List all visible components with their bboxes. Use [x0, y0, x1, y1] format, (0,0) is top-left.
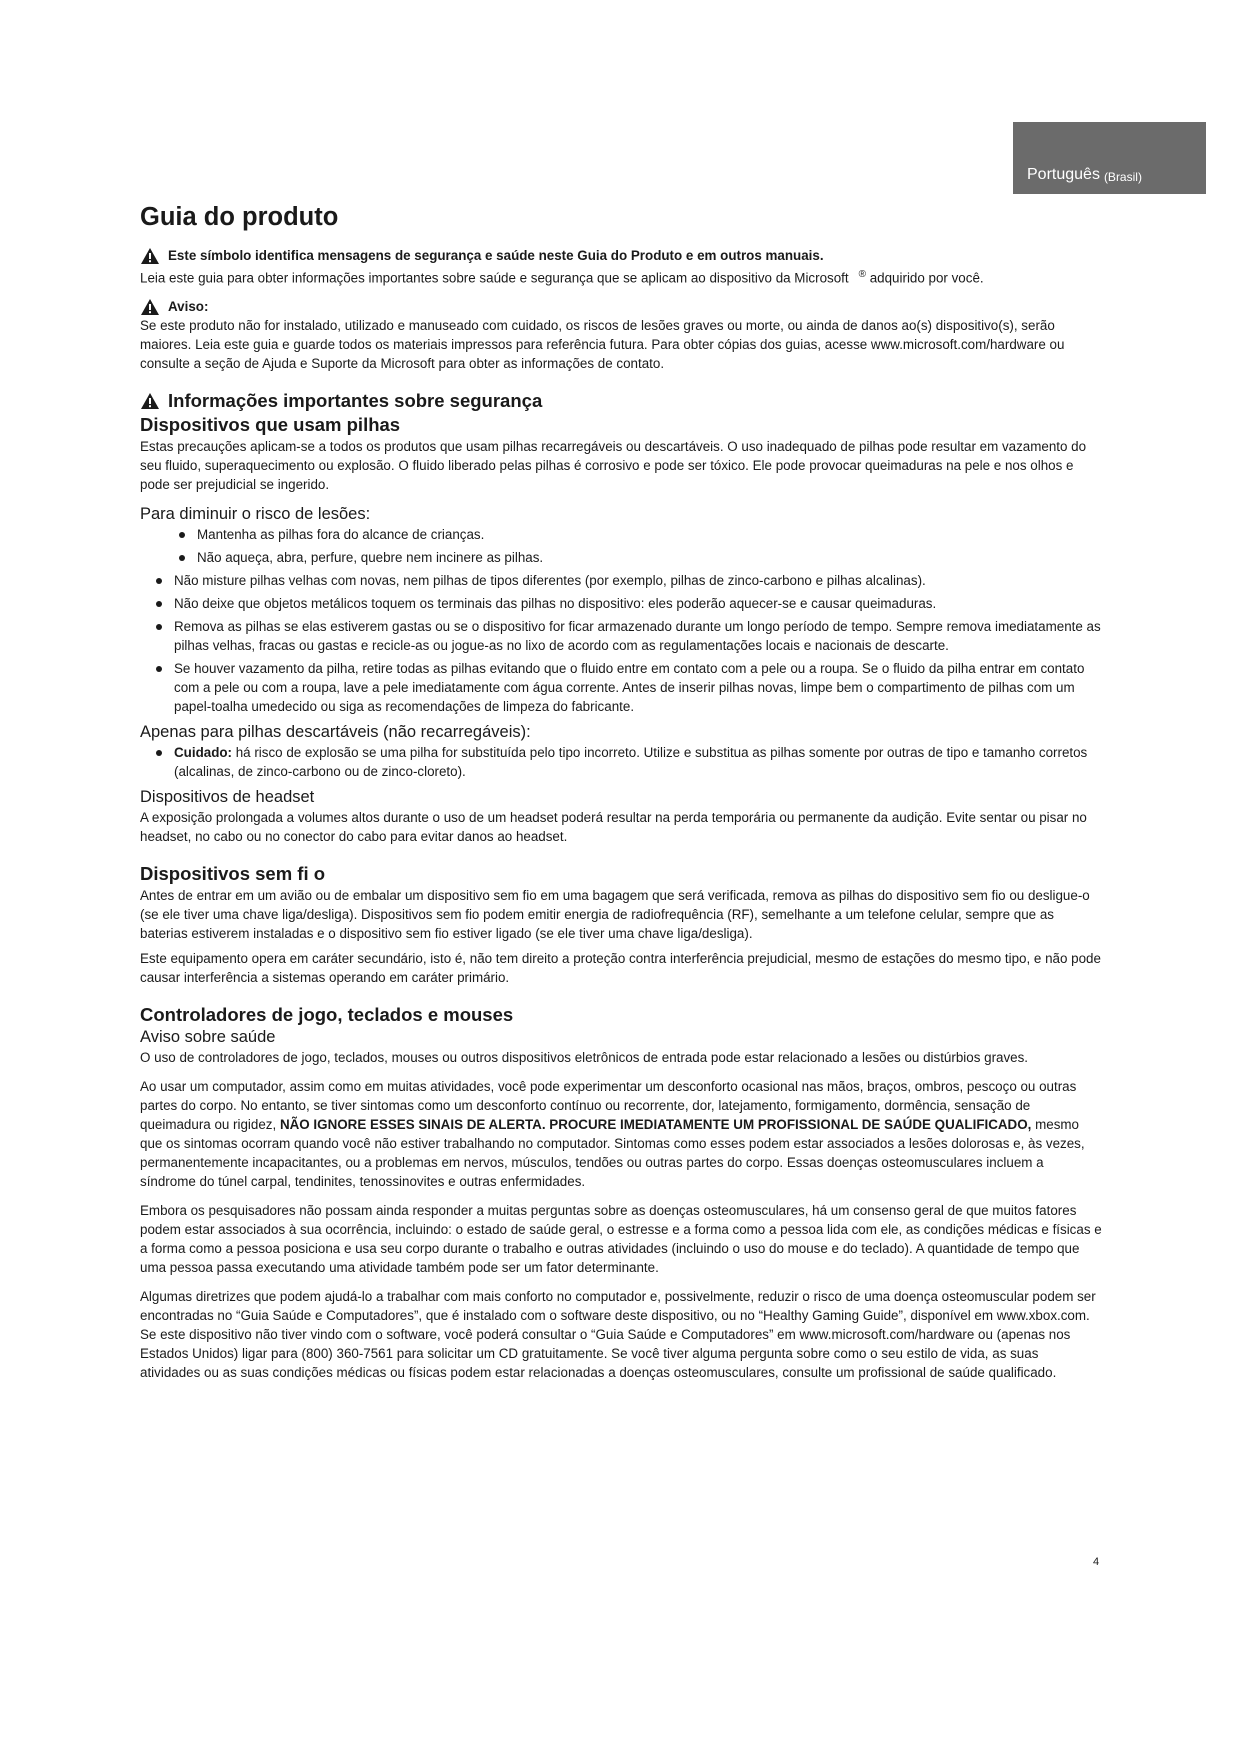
language-region: (Brasil)	[1103, 170, 1142, 184]
alert-text: NÃO IGNORE ESSES SINAIS DE ALERTA. PROCURE IMEDIATAMENTE UM PROFISSIONAL DE SAÚDE QUALIFICADO,	[279, 1117, 1032, 1133]
language-tab	[1013, 122, 1206, 194]
wireless-paragraph-2: Este equipamento opera em caráter secundário, isto é, não tem direito a proteção contra interferência prejudicial, mesmo de estações do mesmo tipo, e não pode causar interferência a sistemas operando em caráter primário.	[140, 951, 1101, 986]
reduce-risk-list	[140, 525, 1102, 716]
warning-triangle-icon	[140, 298, 160, 316]
list-item: Não misture pilhas velhas com novas, nem pilhas de tipos diferentes (por exemplo, pilhas de zinco-carbono e pilhas alcalinas).	[140, 571, 1102, 590]
controllers-section	[140, 1003, 1102, 1382]
wireless-section	[140, 862, 1102, 987]
headset-heading: Dispositivos de headset	[140, 788, 315, 807]
controllers-paragraph-1: O uso de controladores de jogo, teclados, mouses ou outros dispositivos eletrônicos de entrada pode estar relacionado a lesões ou distúrbios graves.	[140, 1050, 1029, 1066]
list-item: Não deixe que objetos metálicos toquem os terminais das pilhas no dispositivo: eles poderão aquecer-se e causar queimaduras.	[140, 594, 1102, 613]
safety-section	[140, 389, 1102, 846]
controllers-heading: Controladores de jogo, teclados e mouses	[140, 1004, 514, 1026]
disposable-heading: Apenas para pilhas descartáveis (não recarregáveis):	[140, 723, 531, 742]
disposable-list	[140, 743, 1102, 781]
safety-heading: Informações importantes sobre segurança	[168, 390, 543, 412]
list-item: Mantenha as pilhas fora do alcance de crianças.	[140, 525, 1102, 544]
document-body	[140, 200, 1102, 1382]
list-item: Cuidado: há risco de explosão se uma pilha for substituída pelo tipo incorreto. Utilize e substitua as pilhas somente por outras de tipo e tamanho corretos (alcalinas, de zinco-carbono ou de zinco-cloreto).	[140, 743, 1102, 781]
warning-triangle-icon	[140, 392, 160, 410]
batteries-heading: Dispositivos que usam pilhas	[140, 414, 401, 436]
list-item: Se houver vazamento da pilha, retire todas as pilhas evitando que o fluido entre em contato com a pele ou a roupa. Se o fluido da pilha entrar em contato com a pele ou com a roupa, lave a pele imediatamente com água corrente. Antes de inserir pilhas novas, limpe bem o compartimento de pilhas com um papel-toalha umedecido ou siga as recomendações de limpeza do fabricante.	[140, 659, 1102, 716]
reduce-risk-heading: Para diminuir o risco de lesões:	[140, 505, 371, 524]
registered-mark: ®	[858, 269, 866, 280]
language-label: Português	[1027, 166, 1100, 183]
caution-label: Cuidado:	[174, 745, 233, 761]
symbol-notice	[140, 246, 1102, 287]
wireless-heading: Dispositivos sem fi o	[140, 863, 326, 885]
controllers-paragraph-3: Embora os pesquisadores não possam ainda responder a muitas perguntas sobre as doenças osteomusculares, há um consenso geral de que muitos fatores podem estar associados à sua ocorrência, incluindo: o estado de saúde geral, o estresse e a forma como a pessoa lida com ele, as condições médicas e físicas e a forma como a pessoa posiciona e usa seu corpo durante o trabalho e outras atividades (incluindo o uso do mouse e do teclado). A quantidade de tempo que uma pessoa passa executando uma atividade também pode ser um fator determinante.	[140, 1203, 1102, 1276]
list-item: Remova as pilhas se elas estiverem gastas ou se o dispositivo for ficar armazenado durante um longo período de tempo. Sempre remova imediatamente as pilhas velhas, fracas ou gastas e recicle-as ou jogue-as no lixo de acordo com as regulamentações locais e nacionais de descarte.	[140, 617, 1102, 655]
page-title: Guia do produto	[140, 203, 339, 231]
page-number: 4	[1093, 1556, 1100, 1568]
aviso-label: Aviso:	[168, 299, 209, 315]
headset-text: A exposição prolongada a volumes altos durante o uso de um headset poderá resultar na perda temporária ou permanente da audição. Evite sentar ou pisar no headset, no cabo ou no conector do cabo para evitar danos ao headset.	[140, 810, 1087, 845]
controllers-paragraph-2: Ao usar um computador, assim como em muitas atividades, você pode experimentar um desconforto ocasional nas mãos, braços, ombros, pescoço ou outras partes do corpo. No entanto, se tiver sintomas como um desconforto contínuo ou recorrente, dor, latejamento, formigamento, dormência, sensação de queimadura ou rigidez, NÃO IGNORE ESSES SINAIS DE ALERTA. PROCURE IMEDIATAMENTE UM PROFISSIONAL DE SAÚDE QUALIFICADO, mesmo que os sintomas ocorram quando você não estiver trabalhando no computador. Sintomas como esses podem estar associados a lesões dolorosas e, às vezes, permanentemente incapacitantes, ou a problemas em nervos, músculos, tendões ou outras partes do corpo. Essas doenças osteomusculares incluem a síndrome do túnel carpal, tendinites, tenossinovites e outras enfermidades.	[140, 1079, 1085, 1190]
batteries-text: Estas precauções aplicam-se a todos os produtos que usam pilhas recarregáveis ou descartáveis. O uso inadequado de pilhas pode resultar em vazamento do seu fluido, superaquecimento ou explosão. O fluido liberado pelas pilhas é corrosivo e pode ser tóxico. Ele pode provocar queimaduras na pele e nos olhos e pode ser prejudicial se ingerido.	[140, 439, 1087, 493]
health-heading: Aviso sobre saúde	[140, 1028, 276, 1047]
wireless-paragraph-1: Antes de entrar em um avião ou de embalar um dispositivo sem fio em uma bagagem que será verificada, remova as pilhas do dispositivo sem fio ou desligue-o (se ele tiver uma chave liga/desliga). Dispositivos sem fio podem emitir energia de radiofrequência (RF), semelhante a um telefone celular, sempre que as baterias estiverem instaladas e o dispositivo sem fio estiver ligado (se ele tiver uma chave liga/desliga).	[140, 888, 1090, 942]
controllers-paragraph-4: Algumas diretrizes que podem ajudá-lo a trabalhar com mais conforto no computador e, possivelmente, reduzir o risco de uma doença osteomuscular podem ser encontradas no “Guia Saúde e Computadores”, que é instalado com o software deste dispositivo, ou no “Healthy Gaming Guide”, disponível em www.xbox.com. Se este dispositivo não tiver vindo com o software, você poderá consultar o “Guia Saúde e Computadores” em www.microsoft.com/hardware ou (apenas nos Estados Unidos) ligar para (800) 360-7561 para solicitar um CD gratuitamente. Se você tiver alguma pergunta sobre como o seu estilo de vida, as suas atividades ou as suas condições médicas ou físicas podem estar relacionadas a doenças osteomusculares, consulte um profissional de saúde qualificado.	[140, 1289, 1096, 1381]
warning-triangle-icon	[140, 247, 160, 265]
symbol-notice-text: Leia este guia para obter informações importantes sobre saúde e segurança que se aplicam ao dispositivo da Microsoft ® adquirido por você.	[140, 269, 984, 286]
list-item: Não aqueça, abra, perfure, quebre nem incinere as pilhas.	[140, 548, 1102, 567]
aviso-block	[140, 297, 1102, 373]
aviso-text: Se este produto não for instalado, utilizado e manuseado com cuidado, os riscos de lesões graves ou morte, ou ainda de danos ao(s) dispositivo(s), serão maiores. Leia este guia e guarde todos os materiais impressos para referência futura. Para obter cópias dos guias, acesse www.microsoft.com/hardware ou consulte a seção de Ajuda e Suporte da Microsoft para obter as informações de contato.	[140, 318, 1065, 372]
symbol-notice-heading: Este símbolo identifica mensagens de segurança e saúde neste Guia do Produto e em outros manuais.	[168, 248, 824, 263]
